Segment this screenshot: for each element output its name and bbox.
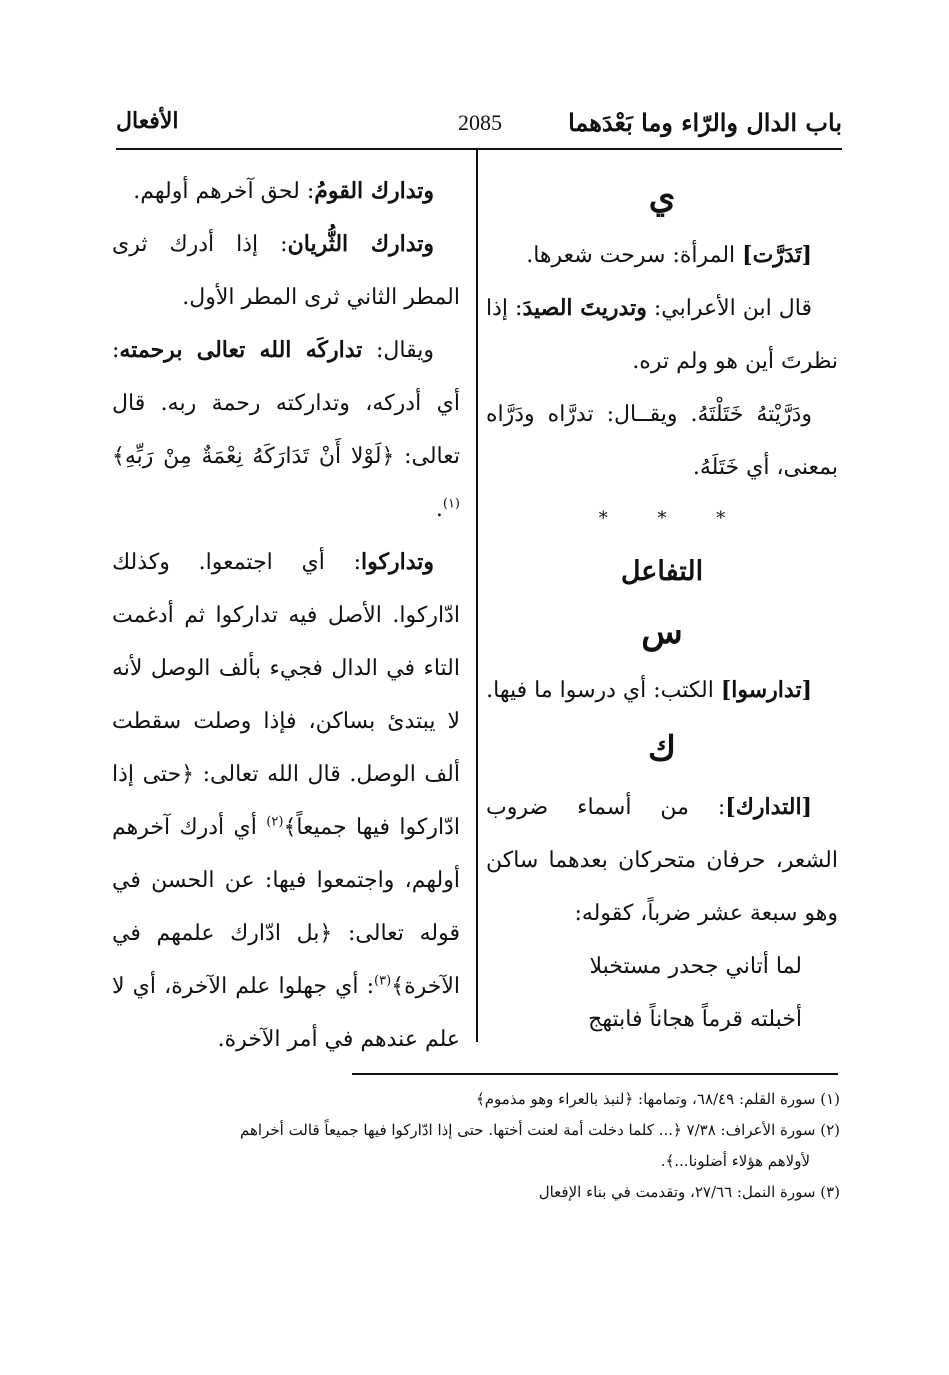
page-number: 2085 [458,110,502,135]
entry-term: وتداركوا [361,549,434,575]
letter-heading-sin: س [641,612,683,652]
section-name: الأفعال [116,108,179,134]
entry-text: : إذا نظرتَ أين هو ولم تره. [486,296,838,374]
verse-line-1: لما أتاني جحدر مستخبلا [589,954,802,979]
entry-tadarasu [486,664,838,717]
footnote-1: (١) سورة القلم: ٦٨/٤٩، وتمامها: ﴿لنبذ بالعراء وهو مذموم﴾ [475,1090,840,1108]
entry-text: : أي اجتمعوا. وكذلك ادّاركوا. الأصل فيه تداركوا ثم أدغمت التاء في الدال فجيء بألف الوصل لأنه لا يبتدئ بساكن، فإذا وصلت سقطت ألف الوصل. قال الله تعالى: ﴿حتى إذا ادّاركوا فيها جميعاً﴾ [112,550,460,840]
entry-term: [تدارسوا] [720,677,812,703]
entry-tadaraku [112,536,460,1066]
entry-tadarrat [486,229,838,282]
footnote-2-continued: لأولاهم هؤلاء أضلونا...﴾. [660,1152,810,1170]
footnote-3: (٣) سورة النمل: ٢٧/٦٦، وتقدمت في بناء الإفعال [538,1183,840,1201]
entry-term: وتدريتَ الصيدَ [522,295,647,321]
entry-text: : لحق آخرهم أولهم. [133,179,315,204]
entry-text: : من أسماء ضروب الشعر، حرفان متحركان بعدهما ساكن وهو سبعة عشر ضرباً، كقوله: [486,795,838,926]
verse-line-2: أخبلته قرماً هجاناً فابتهج [588,1007,802,1032]
right-column [486,165,838,1046]
left-column [112,165,460,1066]
entry-text: أي أدرك آخرهم أولهم، واجتمعوا فيها: عن الحسن في قوله تعالى: ﴿بل ادّارك علمهم في الآخرة﴾ [112,815,460,999]
entry-altadaruk [486,781,838,940]
entry-term: [التدارك] [725,794,812,820]
entry-term: وتدارك الثُّريان [287,231,434,257]
column-divider [476,150,478,1042]
entry-term: وتدارك القومُ [314,178,434,204]
entry-text: المرأة: سرحت شعرها. [526,243,743,268]
entry-lead: ويقال: [362,338,434,363]
entry-tadarakahu-allah [112,324,460,536]
section-title: التفاعل [620,556,704,587]
footnotes [100,1084,840,1208]
footnote-rule [352,1073,838,1075]
section-separator: * * * [598,508,748,529]
entry-text-end: . [435,497,443,522]
entry-term: تداركَه الله تعالى برحمته [119,337,363,363]
page-header [116,108,842,144]
letter-heading-kaf: ك [647,729,677,769]
footnote-ref: (٣) [374,973,392,989]
entry-tadaruk-qawm [112,165,460,218]
entry-text: : أي جهلوا علم الآخرة، أي لا علم عندهم في أمر الآخرة. [112,974,460,1052]
footnote-ref: (١) [442,496,460,512]
entry-tadarrayt [486,282,838,388]
entry-text: : إذا أدرك ثرى المطر الثاني ثرى المطر الأول. [112,232,460,310]
chapter-title: باب الدال والرّاء وما بَعْدَهما [568,108,842,137]
entry-text: : أي أدركه، وتداركته رحمة ربه. قال تعالى: ﴿لَوْلا أَنْ تَدَارَكَهُ نِعْمَةٌ مِنْ رَبِّهِ﴾ [112,338,460,469]
entry-text: الكتب: أي درسوا ما فيها. [486,678,721,703]
footnote-ref: (٢) [266,814,284,830]
entry-tadaruk-thurayan [112,218,460,324]
entry-lead: قال ابن الأعرابي: [646,296,812,321]
entry-darraytuhu: ودَرَّيْتهُ خَتَلْتَهُ. ويقــال: تدرَّاه ودَرَّاه بمعنى، أي خَتَلَهُ. [486,402,838,480]
entry-term: [تَدَرَّت] [742,242,812,268]
letter-heading-ya: ي [648,177,676,217]
header-rule [116,148,842,150]
footnote-2: (٢) سورة الأعراف: ٧/٣٨ ﴿... كلما دخلت أمة لعنت أختها. حتى إذا ادّاركوا فيها جميعاً قالت أخراهم [240,1121,840,1139]
